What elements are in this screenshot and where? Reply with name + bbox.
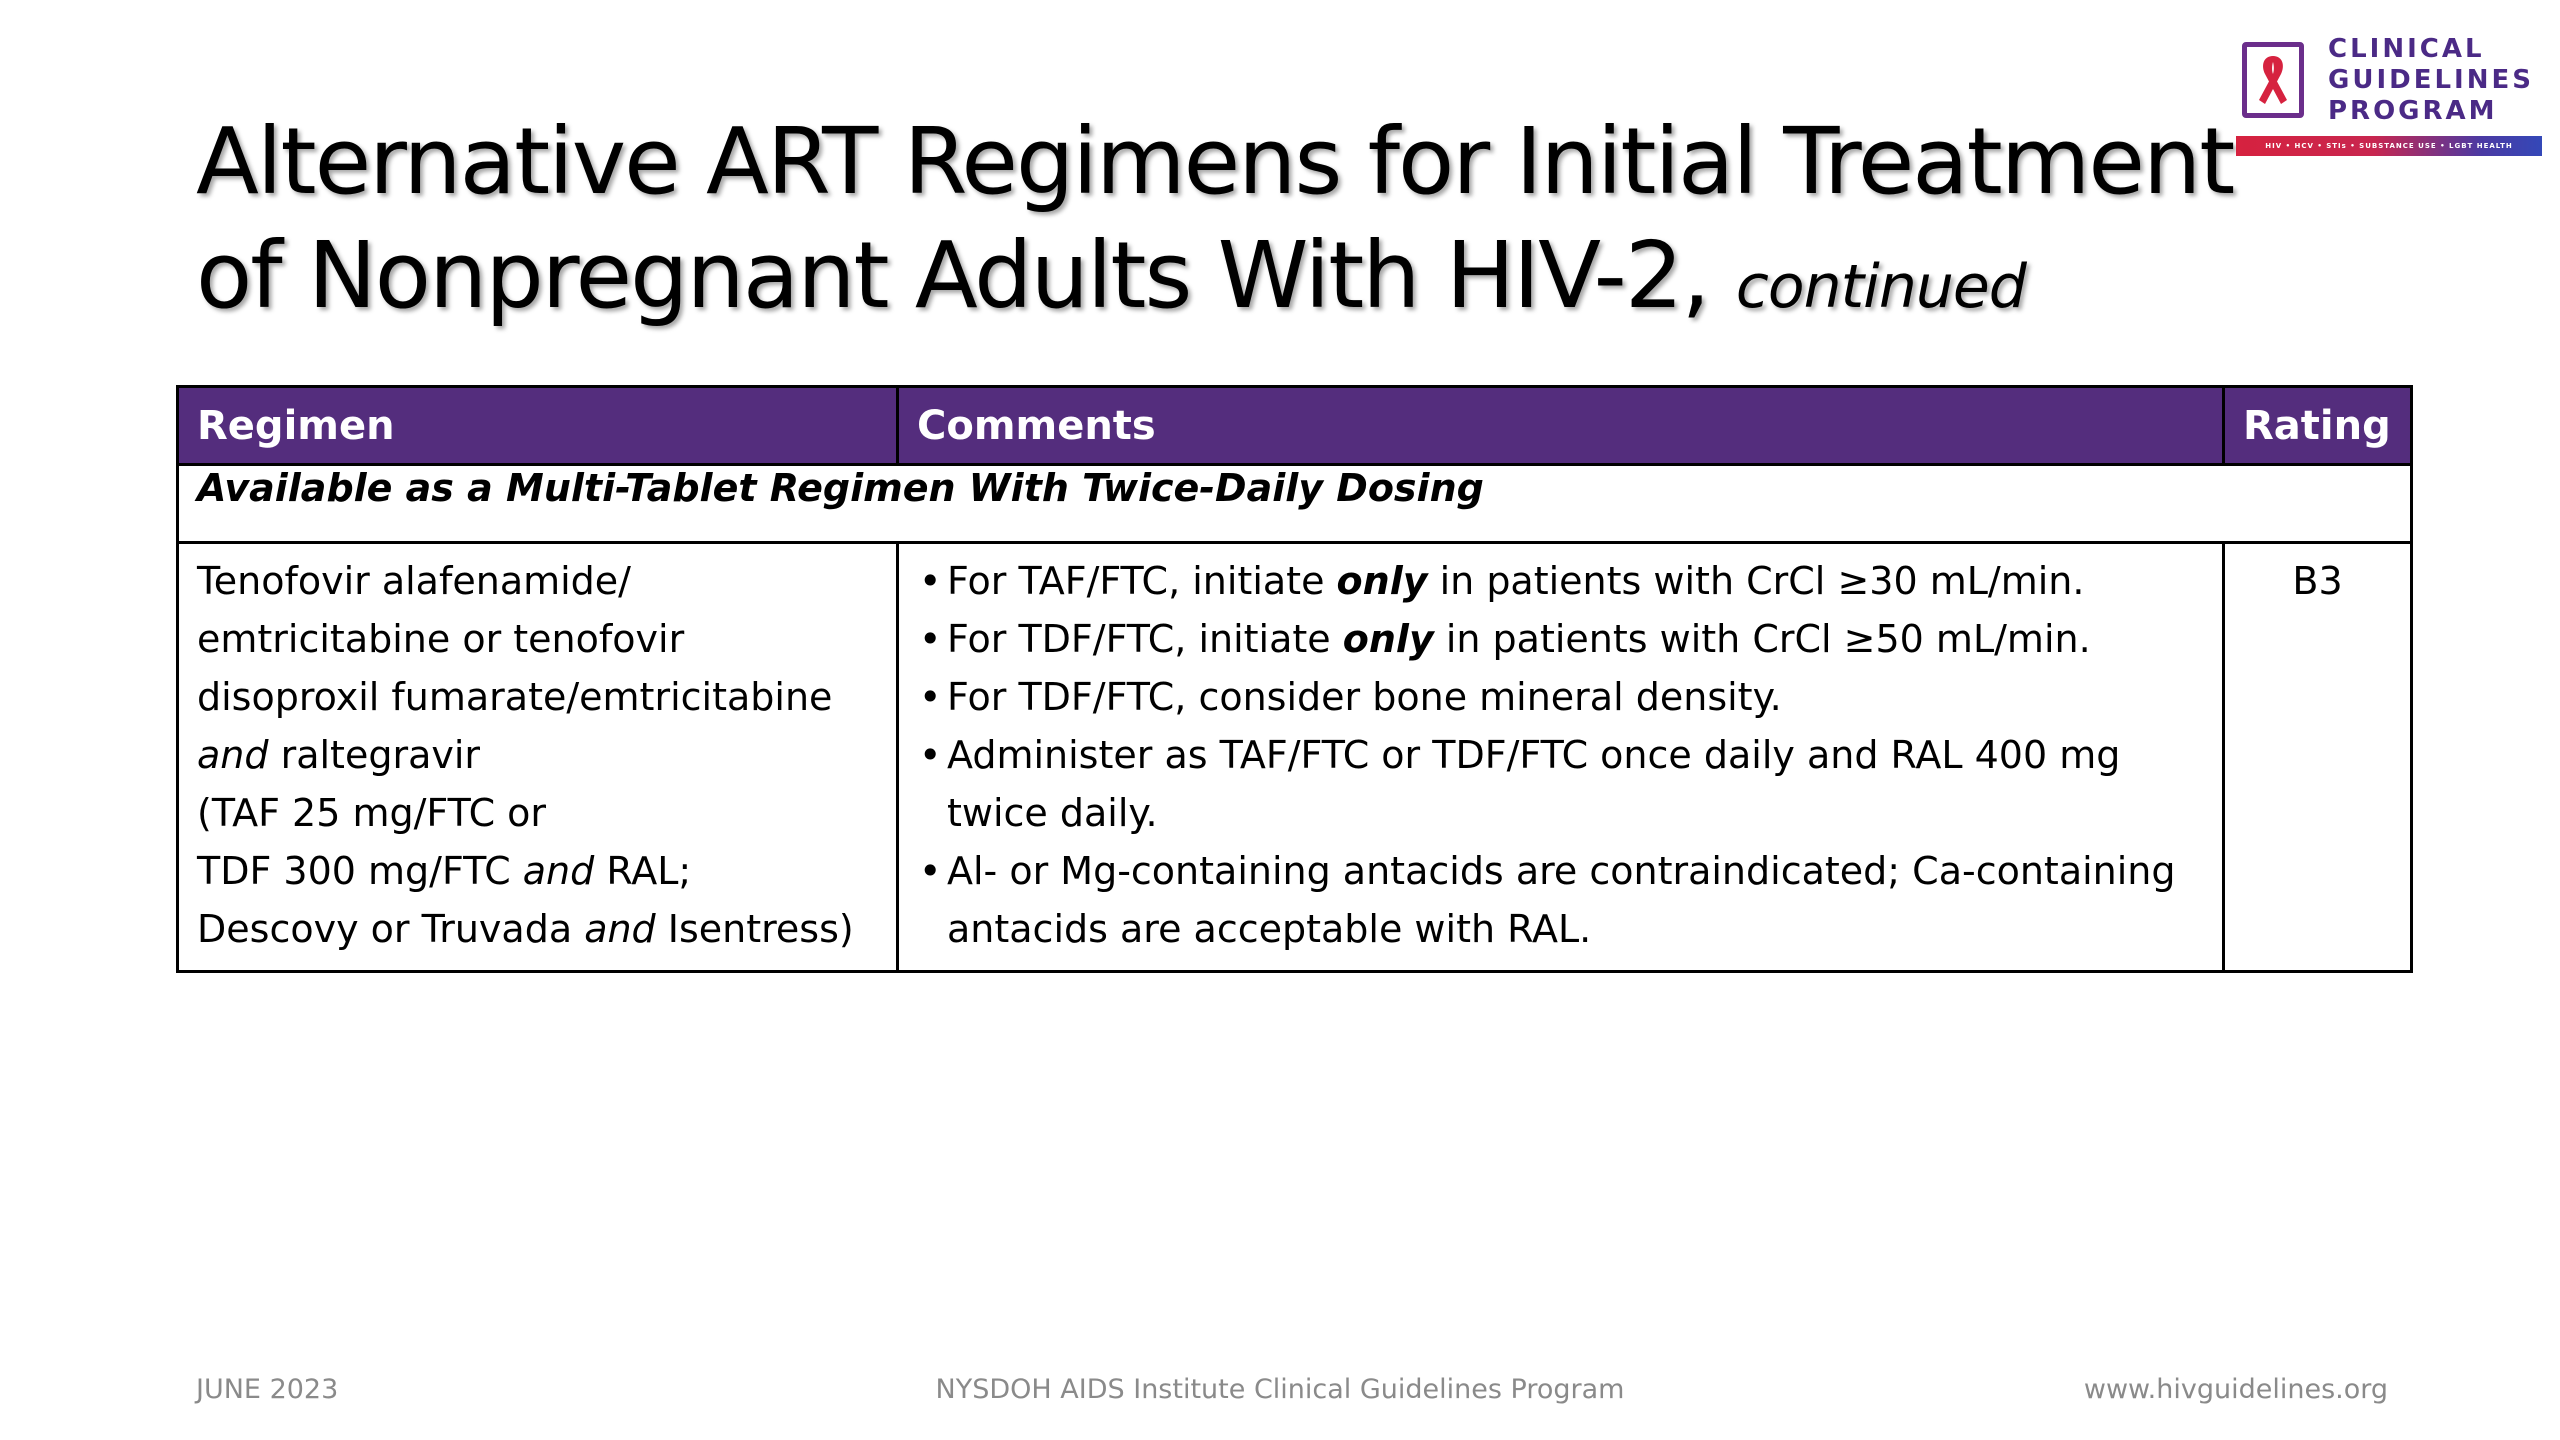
regimen-and: and — [522, 849, 595, 893]
comment-text: in patients with CrCl ≥30 mL/min. — [1427, 559, 2085, 603]
rating-cell: B3 — [2224, 543, 2412, 972]
regimen-cell — [178, 543, 898, 972]
table-row — [178, 543, 2412, 972]
logo-line-2: GUIDELINES — [2328, 65, 2534, 95]
comment-text: in patients with CrCl ≥50 mL/min. — [1433, 617, 2091, 661]
regimen-text: Descovy or Truvada — [197, 907, 585, 951]
comment-emphasis: only — [1336, 559, 1428, 603]
header-rating: Rating — [2224, 387, 2412, 465]
regimen-text: raltegravir — [268, 733, 481, 777]
regimen-line: emtricitabine or tenofovir — [197, 617, 685, 661]
comment-text: For TDF/FTC, initiate — [947, 617, 1343, 661]
regimens-table — [176, 385, 2413, 973]
table-header-row — [178, 387, 2412, 465]
logo-text — [2328, 34, 2534, 127]
clinical-guidelines-logo — [2236, 34, 2546, 162]
title-line-2-text: of Nonpregnant Adults With HIV-2, — [196, 222, 1709, 329]
comment-item — [917, 610, 2204, 668]
regimen-line: Tenofovir alafenamide/ — [197, 559, 631, 603]
table-section-row — [178, 465, 2412, 543]
regimen-and: and — [197, 733, 269, 777]
footer-website[interactable]: www.hivguidelines.org — [2083, 1374, 2388, 1405]
comments-list — [917, 552, 2204, 958]
regimen-line — [197, 726, 878, 784]
regimen-line — [197, 842, 878, 900]
title-line-2 — [196, 219, 2196, 344]
comment-item: • Al- or Mg-containing antacids are contraindicated; Ca-containing antacids are acceptable with RAL. — [917, 842, 2204, 958]
footer-program: NYSDOH AIDS Institute Clinical Guidelines Program — [935, 1374, 1625, 1405]
title-continued: continued — [1735, 252, 2026, 322]
regimen-text: TDF 300 mg/FTC — [197, 849, 523, 893]
regimen-text: RAL; — [594, 849, 692, 893]
comment-text: For TAF/FTC, initiate — [947, 559, 1337, 603]
title-line-1: Alternative ART Regimens for Initial Treatment — [196, 108, 2234, 215]
logo-line-1: CLINICAL — [2328, 34, 2485, 64]
header-comments: Comments — [898, 387, 2224, 465]
footer-date: JUNE 2023 — [196, 1374, 339, 1405]
slide-title — [196, 105, 2234, 344]
regimen-line: (TAF 25 mg/FTC or — [197, 791, 547, 835]
logo-tagline: HIV • HCV • STIs • SUBSTANCE USE • LGBT HEALTH — [2236, 136, 2542, 156]
regimen-line — [197, 900, 878, 958]
comment-item: • Administer as TAF/FTC or TDF/FTC once daily and RAL 400 mg twice daily. — [917, 726, 2204, 842]
red-ribbon-icon — [2251, 52, 2295, 108]
regimen-line: disoproxil fumarate/emtricitabine — [197, 675, 833, 719]
regimen-and: and — [584, 907, 656, 951]
section-label: Available as a Multi-Tablet Regimen With Twice-Daily Dosing — [178, 465, 2412, 543]
logo-line-3: PROGRAM — [2328, 96, 2498, 126]
logo-emblem — [2242, 42, 2304, 118]
header-regimen: Regimen — [178, 387, 898, 465]
comment-item — [917, 552, 2204, 610]
regimen-text: Isentress) — [655, 907, 854, 951]
comment-item: • For TDF/FTC, consider bone mineral density. — [917, 668, 2204, 726]
comments-cell — [898, 543, 2224, 972]
comment-emphasis: only — [1342, 617, 1434, 661]
